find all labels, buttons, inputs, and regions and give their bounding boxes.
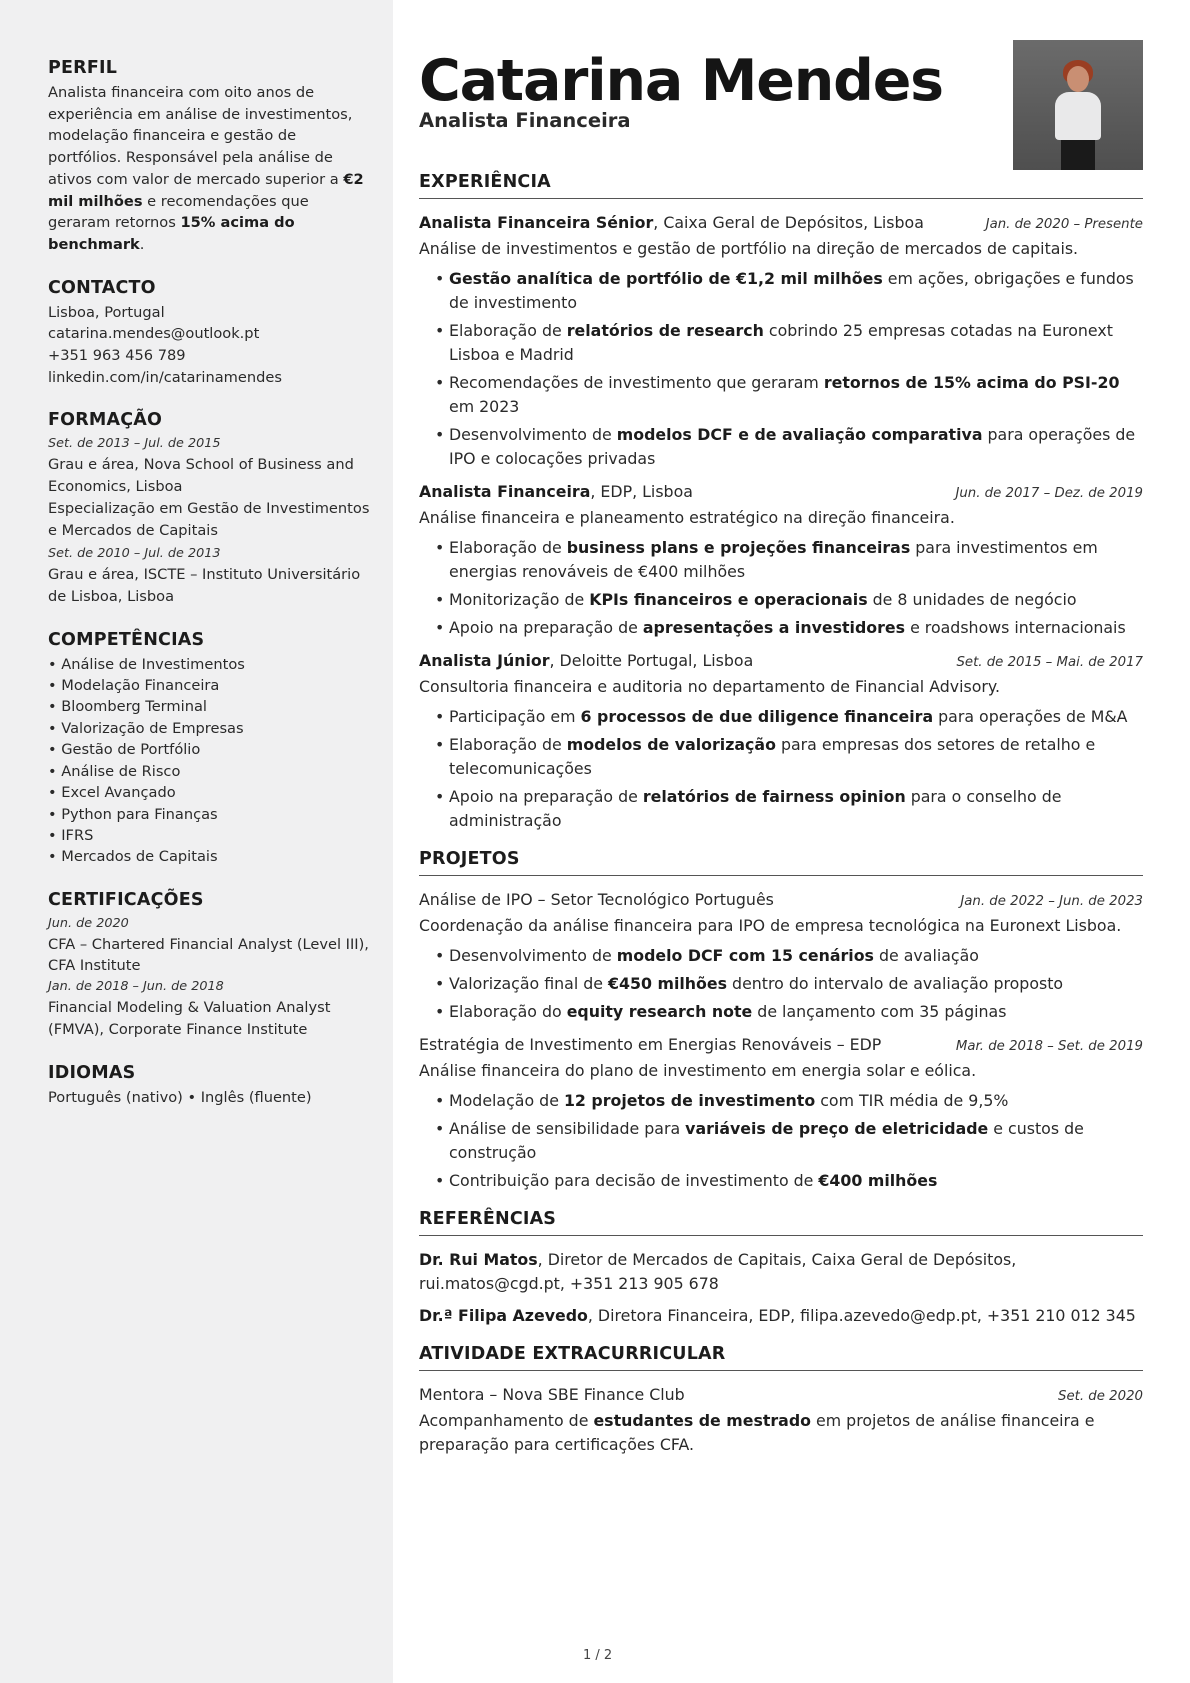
bullet-item: • Desenvolvimento de modelo DCF com 15 cenários de avaliação — [435, 944, 1143, 968]
job-entry — [419, 649, 1143, 833]
job-entry — [419, 211, 1143, 471]
skill-item: • Mercados de Capitais — [48, 848, 218, 866]
reference-item: Dr.ª Filipa Azevedo, Diretora Financeira, EDP, filipa.azevedo@edp.pt, +351 210 012 345 — [419, 1306, 1136, 1325]
education-specialization: Especialização em Gestão de Investimentos e Mercados de Capitais — [48, 499, 370, 539]
languages-heading: IDIOMAS — [48, 1062, 136, 1083]
skills-list — [48, 654, 371, 868]
experience-section — [419, 170, 1143, 833]
profile-heading: PERFIL — [48, 58, 118, 78]
contact-linkedin[interactable]: linkedin.com/in/catarinamendes — [48, 368, 282, 386]
profile-text: Analista financeira com oito anos de experiência em análise de investimentos, modelação financeira e gestão de portfólios. Responsável pela análise de ativos com valor de mercado superior a €2 mil milhões e recomendações que geraram retornos 15% acima do benchmark. — [48, 84, 364, 253]
languages-text: Português (nativo) • Inglês (fluente) — [48, 1088, 312, 1106]
project-bullets — [419, 944, 1143, 1024]
project-bullets — [419, 1089, 1143, 1193]
project-title: Estratégia de Investimento em Energias Renováveis – EDP — [419, 1035, 882, 1054]
skill-item: • Gestão de Portfólio — [48, 741, 201, 759]
skill-item: • Modelação Financeira — [48, 677, 220, 695]
bullet-item: • Apoio na preparação de relatórios de fairness opinion para o conselho de administração — [435, 785, 1143, 833]
project-entry — [419, 1033, 1143, 1193]
skill-item: • Excel Avançado — [48, 784, 176, 802]
project-description: Análise financeira do plano de investimento em energia solar e eólica. — [419, 1061, 977, 1080]
page-number: 1 / 2 — [583, 1648, 613, 1663]
bullet-item: • Contribuição para decisão de investimento de €400 milhões — [435, 1169, 1143, 1193]
certifications-heading: CERTIFICAÇÕES — [48, 889, 204, 910]
certification-name: Financial Modeling & Valuation Analyst (FMVA), Corporate Finance Institute — [48, 999, 331, 1038]
contact-phone[interactable]: +351 963 456 789 — [48, 347, 186, 365]
experience-heading: EXPERIÊNCIA — [419, 170, 1143, 199]
bullet-item: • Desenvolvimento de modelos DCF e de avaliação comparativa para operações de IPO e colocações privadas — [435, 423, 1143, 471]
bullet-item: • Apoio na preparação de apresentações a investidores e roadshows internacionais — [435, 616, 1143, 640]
certification-name: CFA – Chartered Financial Analyst (Level III), CFA Institute — [48, 935, 369, 975]
contact-heading: CONTACTO — [48, 277, 156, 298]
skill-item: • Valorização de Empresas — [48, 719, 244, 737]
certification-date: Jan. de 2018 – Jun. de 2018 — [48, 979, 224, 995]
sidebar — [0, 0, 393, 1683]
job-description: Consultoria financeira e auditoria no departamento de Financial Advisory. — [419, 677, 1000, 696]
job-description: Análise de investimentos e gestão de portfólio na direção de mercados de capitais. — [419, 239, 1079, 258]
bullet-item: • Elaboração de relatórios de research cobrindo 25 empresas cotadas na Euronext Lisboa e Madrid — [435, 319, 1143, 367]
education-degree: Grau e área, ISCTE – Instituto Universitário de Lisboa, Lisboa — [48, 566, 361, 605]
candidate-role: Analista Financeira — [419, 109, 631, 132]
contact-email[interactable]: catarina.mendes@outlook.pt — [48, 325, 260, 343]
bullet-item: • Gestão analítica de portfólio de €1,2 mil milhões em ações, obrigações e fundos de investimento — [435, 267, 1143, 315]
contact-location: Lisboa, Portugal — [48, 303, 165, 321]
project-date: Mar. de 2018 – Set. de 2019 — [955, 1039, 1143, 1054]
bullet-item: • Participação em 6 processos de due diligence financeira para operações de M&A — [435, 705, 1143, 729]
extracurricular-heading: ATIVIDADE EXTRACURRICULAR — [419, 1342, 1143, 1371]
skill-item: • IFRS — [48, 826, 94, 844]
skills-section — [48, 628, 371, 868]
skill-item: • Análise de Investimentos — [48, 655, 245, 673]
job-title: Analista Financeira, EDP, Lisboa — [419, 482, 693, 501]
education-section — [48, 408, 371, 607]
main-content — [419, 0, 1143, 1683]
references-heading: REFERÊNCIAS — [419, 1207, 1143, 1236]
skill-item: • Python para Finanças — [48, 805, 218, 823]
job-title: Analista Júnior, Deloitte Portugal, Lisboa — [419, 651, 754, 670]
bullet-item: • Elaboração do equity research note de lançamento com 35 páginas — [435, 1000, 1143, 1024]
bullet-item: • Elaboração de modelos de valorização para empresas dos setores de retalho e telecomunicações — [435, 733, 1143, 781]
contact-section — [48, 276, 371, 389]
skill-item: • Bloomberg Terminal — [48, 698, 207, 716]
bullet-item: • Análise de sensibilidade para variáveis de preço de eletricidade e custos de construção — [435, 1117, 1143, 1165]
job-date: Jun. de 2017 – Dez. de 2019 — [955, 486, 1143, 501]
profile-section — [48, 56, 371, 256]
project-description: Coordenação da análise financeira para IPO de empresa tecnológica na Euronext Lisboa. — [419, 916, 1122, 935]
job-bullets — [419, 705, 1143, 833]
education-heading: FORMAÇÃO — [48, 410, 163, 431]
bullet-item: • Recomendações de investimento que geraram retornos de 15% acima do PSI-20 em 2023 — [435, 371, 1143, 419]
job-description: Análise financeira e planeamento estratégico na direção financeira. — [419, 508, 955, 527]
job-date: Jan. de 2020 – Presente — [985, 217, 1143, 232]
job-title: Analista Financeira Sénior, Caixa Geral de Depósitos, Lisboa — [419, 213, 924, 232]
skills-heading: COMPETÊNCIAS — [48, 629, 205, 650]
bullet-item: • Modelação de 12 projetos de investimento com TIR média de 9,5% — [435, 1089, 1143, 1113]
education-item — [48, 544, 371, 607]
job-date: Set. de 2015 – Mai. de 2017 — [956, 655, 1143, 670]
education-degree: Grau e área, Nova School of Business and Economics, Lisboa — [48, 456, 354, 496]
job-entry — [419, 480, 1143, 640]
references-section — [419, 1207, 1143, 1328]
projects-heading: PROJETOS — [419, 847, 1143, 876]
education-date: Set. de 2013 – Jul. de 2015 — [48, 436, 221, 452]
bullet-item: • Valorização final de €450 milhões dentro do intervalo de avaliação proposto — [435, 972, 1143, 996]
education-date: Set. de 2010 – Jul. de 2013 — [48, 546, 221, 562]
job-bullets — [419, 267, 1143, 471]
candidate-name: Catarina Mendes — [419, 48, 943, 114]
education-item — [48, 434, 371, 541]
skill-item: • Análise de Risco — [48, 762, 181, 780]
project-title: Análise de IPO – Setor Tecnológico Português — [419, 890, 774, 909]
languages-section — [48, 1061, 371, 1109]
bullet-item: • Elaboração de business plans e projeções financeiras para investimentos em energias renováveis de €400 milhões — [435, 536, 1143, 584]
certification-date: Jun. de 2020 — [48, 915, 129, 931]
project-entry — [419, 888, 1143, 1024]
extracurricular-section — [419, 1342, 1143, 1457]
project-date: Jan. de 2022 – Jun. de 2023 — [960, 894, 1143, 909]
bullet-item: • Monitorização de KPIs financeiros e operacionais de 8 unidades de negócio — [435, 588, 1143, 612]
extracurricular-title: Mentora – Nova SBE Finance Club — [419, 1385, 685, 1404]
certifications-section — [48, 888, 371, 1041]
job-bullets — [419, 536, 1143, 640]
extracurricular-description: Acompanhamento de estudantes de mestrado em projetos de análise financeira e preparação para certificações CFA. — [419, 1411, 1095, 1454]
extracurricular-date: Set. de 2020 — [1058, 1389, 1143, 1404]
profile-photo — [1013, 40, 1143, 170]
projects-section — [419, 847, 1143, 1193]
main-sections — [419, 170, 1143, 1471]
reference-item: Dr. Rui Matos, Diretor de Mercados de Capitais, Caixa Geral de Depósitos, rui.matos@cgd.pt, +351 213 905 678 — [419, 1250, 1017, 1293]
